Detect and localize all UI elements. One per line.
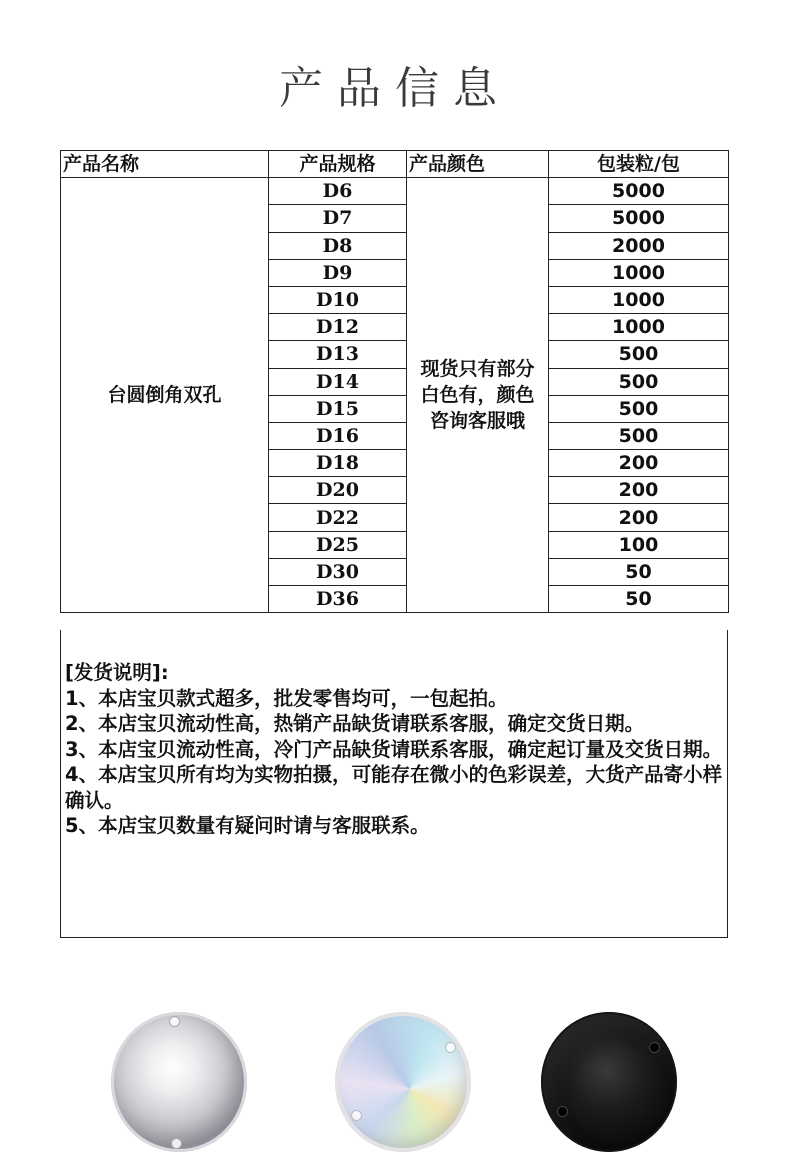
column-header-product-name: 产品名称 bbox=[61, 151, 269, 178]
spec-cell: D12 bbox=[269, 314, 407, 341]
color-note-text: 现货只有部分白色有，颜色咨询客服哦 bbox=[420, 358, 535, 433]
spec-cell: D9 bbox=[269, 259, 407, 286]
spec-cell: D10 bbox=[269, 286, 407, 313]
qty-cell: 5000 bbox=[549, 205, 729, 232]
product-name-cell: 台圆倒角双孔 bbox=[61, 178, 269, 613]
shipping-note-item: 5、本店宝贝数量有疑问时请与客服联系。 bbox=[65, 814, 430, 837]
spec-cell: D6 bbox=[269, 178, 407, 205]
spec-cell: D7 bbox=[269, 205, 407, 232]
shipping-note-item: 1、本店宝贝款式超多，批发零售均可，一包起拍。 bbox=[65, 686, 508, 710]
column-header-color: 产品颜色 bbox=[407, 151, 549, 178]
spec-cell: D22 bbox=[269, 504, 407, 531]
qty-cell: 1000 bbox=[549, 286, 729, 313]
qty-cell: 200 bbox=[549, 477, 729, 504]
table-header-row bbox=[61, 151, 729, 178]
spec-cell: D16 bbox=[269, 422, 407, 449]
ab-iridescent-rhinestone-image bbox=[335, 1012, 471, 1152]
shipping-notes-box bbox=[60, 630, 728, 938]
qty-cell: 2000 bbox=[549, 232, 729, 259]
spec-cell: D25 bbox=[269, 531, 407, 558]
qty-cell: 500 bbox=[549, 368, 729, 395]
spec-cell: D14 bbox=[269, 368, 407, 395]
product-spec-table bbox=[60, 150, 729, 613]
shipping-note-item: 4、本店宝贝所有均为实物拍摄，可能存在微小的色彩误差，大货产品寄小样确认。 bbox=[65, 763, 723, 812]
spec-cell: D15 bbox=[269, 395, 407, 422]
spec-cell: D30 bbox=[269, 558, 407, 585]
qty-cell: 500 bbox=[549, 341, 729, 368]
sew-hole-icon bbox=[351, 1110, 362, 1121]
clear-crystal-rhinestone-image bbox=[111, 1012, 247, 1152]
qty-cell: 1000 bbox=[549, 314, 729, 341]
qty-cell: 50 bbox=[549, 586, 729, 613]
sew-hole-icon bbox=[649, 1042, 660, 1053]
qty-cell: 1000 bbox=[549, 259, 729, 286]
sew-hole-icon bbox=[557, 1106, 568, 1117]
shipping-note-item: 2、本店宝贝流动性高，热销产品缺货请联系客服，确定交货日期。 bbox=[65, 712, 645, 735]
qty-cell: 500 bbox=[549, 395, 729, 422]
qty-cell: 200 bbox=[549, 450, 729, 477]
spec-cell: D20 bbox=[269, 477, 407, 504]
qty-cell: 50 bbox=[549, 558, 729, 585]
column-header-pack-qty: 包装粒/包 bbox=[549, 151, 729, 178]
color-note-cell bbox=[407, 178, 549, 613]
qty-cell: 200 bbox=[549, 504, 729, 531]
qty-cell: 100 bbox=[549, 531, 729, 558]
spec-cell: D13 bbox=[269, 341, 407, 368]
product-photo-gallery bbox=[0, 1000, 790, 1171]
shipping-notes-heading: [发货说明]: bbox=[65, 661, 169, 684]
page-title: 产品信息 bbox=[279, 63, 511, 114]
qty-cell: 5000 bbox=[549, 178, 729, 205]
spec-cell: D8 bbox=[269, 232, 407, 259]
column-header-spec: 产品规格 bbox=[269, 151, 407, 178]
sew-hole-icon bbox=[445, 1042, 456, 1053]
sew-hole-icon bbox=[169, 1016, 180, 1027]
spec-cell: D18 bbox=[269, 450, 407, 477]
shipping-note-item: 3、本店宝贝流动性高，冷门产品缺货请联系客服，确定起订量及交货日期。 bbox=[65, 737, 723, 761]
qty-cell: 500 bbox=[549, 422, 729, 449]
sew-hole-icon bbox=[171, 1138, 182, 1149]
black-rhinestone-image bbox=[541, 1012, 677, 1152]
table-row bbox=[61, 178, 729, 205]
spec-cell: D36 bbox=[269, 586, 407, 613]
